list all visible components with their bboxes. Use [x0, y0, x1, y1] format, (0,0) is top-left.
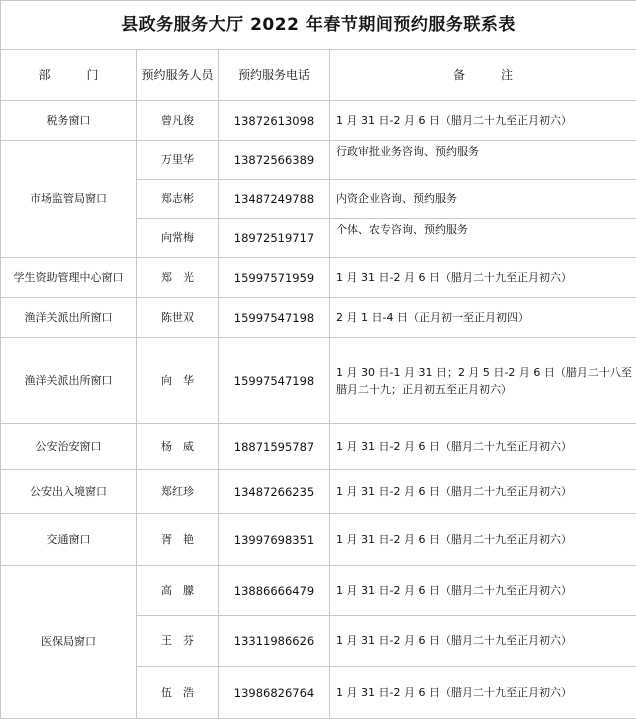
dept-cell: 学生资助管理中心窗口	[1, 258, 137, 298]
staff-cell: 陈世双	[137, 298, 219, 338]
table-row	[1, 101, 636, 141]
header-note: 备 注	[330, 50, 636, 101]
phone-cell: 13997698351	[219, 514, 330, 566]
table-row	[1, 298, 636, 338]
note-cell: 1 月 31 日-2 月 6 日（腊月二十九至正月初六）	[330, 514, 636, 566]
phone-cell: 18972519717	[219, 219, 330, 258]
table-row	[1, 566, 636, 616]
dept-cell: 公安治安窗口	[1, 424, 137, 470]
phone-cell: 13872566389	[219, 141, 330, 180]
table-row	[1, 424, 636, 470]
staff-cell: 郑红珍	[137, 470, 219, 514]
table-row	[1, 338, 636, 424]
staff-cell: 胥 艳	[137, 514, 219, 566]
phone-cell: 13872613098	[219, 101, 330, 141]
staff-cell: 向 华	[137, 338, 219, 424]
note-cell: 1 月 31 日-2 月 6 日（腊月二十九至正月初六）	[330, 667, 636, 719]
dept-cell: 公安出入境窗口	[1, 470, 137, 514]
header-staff: 预约服务人员	[137, 50, 219, 101]
phone-cell: 13487266235	[219, 470, 330, 514]
phone-cell: 13487249788	[219, 180, 330, 219]
phone-cell: 15997547198	[219, 338, 330, 424]
phone-cell: 13986826764	[219, 667, 330, 719]
header-dept: 部 门	[1, 50, 137, 101]
dept-cell: 税务窗口	[1, 101, 137, 141]
table-row	[1, 514, 636, 566]
note-cell: 行政审批业务咨询、预约服务	[330, 141, 636, 180]
note-cell: 1 月 30 日-1 月 31 日；2 月 5 日-2 月 6 日（腊月二十八至腊月二十九；正月初五至正月初六）	[330, 338, 636, 424]
note-cell: 1 月 31 日-2 月 6 日（腊月二十九至正月初六）	[330, 258, 636, 298]
table-row	[1, 470, 636, 514]
table-row	[1, 258, 636, 298]
dept-cell: 市场监管局窗口	[1, 141, 137, 258]
staff-cell: 向常梅	[137, 219, 219, 258]
header-phone: 预约服务电话	[219, 50, 330, 101]
note-cell: 个体、农专咨询、预约服务	[330, 219, 636, 258]
note-cell: 2 月 1 日-4 日（正月初一至正月初四）	[330, 298, 636, 338]
note-cell: 1 月 31 日-2 月 6 日（腊月二十九至正月初六）	[330, 566, 636, 616]
staff-cell: 高 朦	[137, 566, 219, 616]
note-cell: 1 月 31 日-2 月 6 日（腊月二十九至正月初六）	[330, 101, 636, 141]
note-cell: 1 月 31 日-2 月 6 日（腊月二十九至正月初六）	[330, 424, 636, 470]
staff-cell: 曾凡俊	[137, 101, 219, 141]
table-row	[1, 141, 636, 180]
phone-cell: 15997571959	[219, 258, 330, 298]
dept-cell: 医保局窗口	[1, 566, 137, 719]
note-cell: 1 月 31 日-2 月 6 日（腊月二十九至正月初六）	[330, 470, 636, 514]
note-cell: 1 月 31 日-2 月 6 日（腊月二十九至正月初六）	[330, 616, 636, 667]
phone-cell: 13886666479	[219, 566, 330, 616]
staff-cell: 杨 威	[137, 424, 219, 470]
table-header-row	[1, 50, 636, 101]
staff-cell: 王 芬	[137, 616, 219, 667]
staff-cell: 郑志彬	[137, 180, 219, 219]
staff-cell: 伍 浩	[137, 667, 219, 719]
staff-cell: 郑 光	[137, 258, 219, 298]
dept-cell: 渔洋关派出所窗口	[1, 298, 137, 338]
phone-cell: 18871595787	[219, 424, 330, 470]
dept-cell: 渔洋关派出所窗口	[1, 338, 137, 424]
note-cell: 内资企业咨询、预约服务	[330, 180, 636, 219]
dept-cell: 交通窗口	[1, 514, 137, 566]
staff-cell: 万里华	[137, 141, 219, 180]
phone-cell: 13311986626	[219, 616, 330, 667]
page-title: 县政务服务大厅 2022 年春节期间预约服务联系表	[1, 1, 636, 50]
phone-cell: 15997547198	[219, 298, 330, 338]
